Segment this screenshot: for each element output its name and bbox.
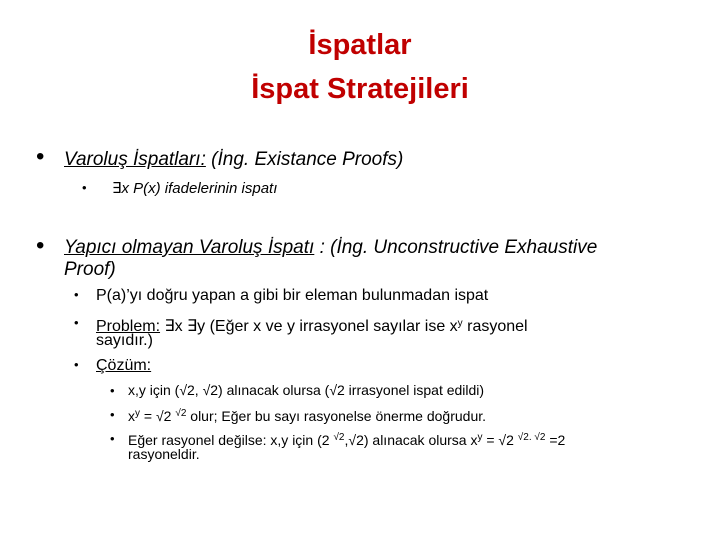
sol2-sup2: √2 xyxy=(175,408,187,419)
solution-label: Çözüm: xyxy=(96,357,152,374)
problem-label: Problem: xyxy=(96,318,161,335)
slide-title-line1: İspatlar xyxy=(308,29,412,61)
sol2-sup1: y xyxy=(135,408,140,419)
bullet-item2: • xyxy=(36,232,45,259)
item2-sub2-line2: sayıdır.) xyxy=(96,332,153,349)
bullet-item1: • xyxy=(36,143,45,170)
bullet-item2-sub1: • xyxy=(74,287,79,302)
problem-text-end: rasyonel xyxy=(462,318,528,335)
item2-rest-line2: Proof) xyxy=(64,259,116,280)
item2-sub1: P(a)’yı doğru yapan a gibi bir eleman bulunmadan ispat xyxy=(96,287,489,304)
sol3-sup1: √2 xyxy=(333,432,345,443)
item2-rest-line1: : (İng. Unconstructive Exhaustive xyxy=(314,237,598,258)
item1-line xyxy=(64,149,403,171)
solution-line3-cont: rasyoneldir. xyxy=(128,446,200,462)
item1-rest: (İng. Existance Proofs) xyxy=(205,149,404,170)
bullet-item2-sub3: • xyxy=(74,357,79,372)
bullet-sol3: • xyxy=(110,431,115,446)
item1-heading: Varoluş İspatları: xyxy=(64,149,206,170)
sol3-sup2: y xyxy=(477,432,483,443)
solution-line2 xyxy=(128,406,486,424)
sol3-sup3: √2. √2 xyxy=(517,432,546,443)
bullet-sol2: • xyxy=(110,407,115,422)
item2-line1 xyxy=(64,237,597,259)
sol2-a: x xyxy=(128,408,135,424)
item1-sub1: ∃x P(x) ifadelerinin ispatı xyxy=(112,180,278,197)
sol3-a: Eğer rasyonel değilse: x,y için (2 xyxy=(128,432,334,448)
bullet-sol1: • xyxy=(110,383,115,398)
bullet-item1-sub1: • xyxy=(82,180,87,195)
sol2-b: = √2 xyxy=(140,408,176,424)
sol3-b: ,√2) alınacak olursa x xyxy=(344,432,478,448)
problem-sup: y xyxy=(457,318,463,329)
problem-text: ∃x ∃y (Eğer x ve y irrasyonel sayılar ise x xyxy=(160,318,458,335)
solution-line1: x,y için (√2, √2) alınacak olursa (√2 irrasyonel ispat edildi) xyxy=(128,382,485,398)
item2-heading: Yapıcı olmayan Varoluş İspatı xyxy=(64,237,315,258)
sol3-c: = √2 xyxy=(482,432,518,448)
slide-title-line2: İspat Stratejileri xyxy=(251,73,469,105)
bullet-item2-sub2: • xyxy=(74,315,79,330)
sol3-d: =2 xyxy=(545,432,566,448)
item2-sub2-line1 xyxy=(96,314,528,336)
sol2-c: olur; Eğer bu sayı rasyonelse önerme doğrudur. xyxy=(186,408,487,424)
